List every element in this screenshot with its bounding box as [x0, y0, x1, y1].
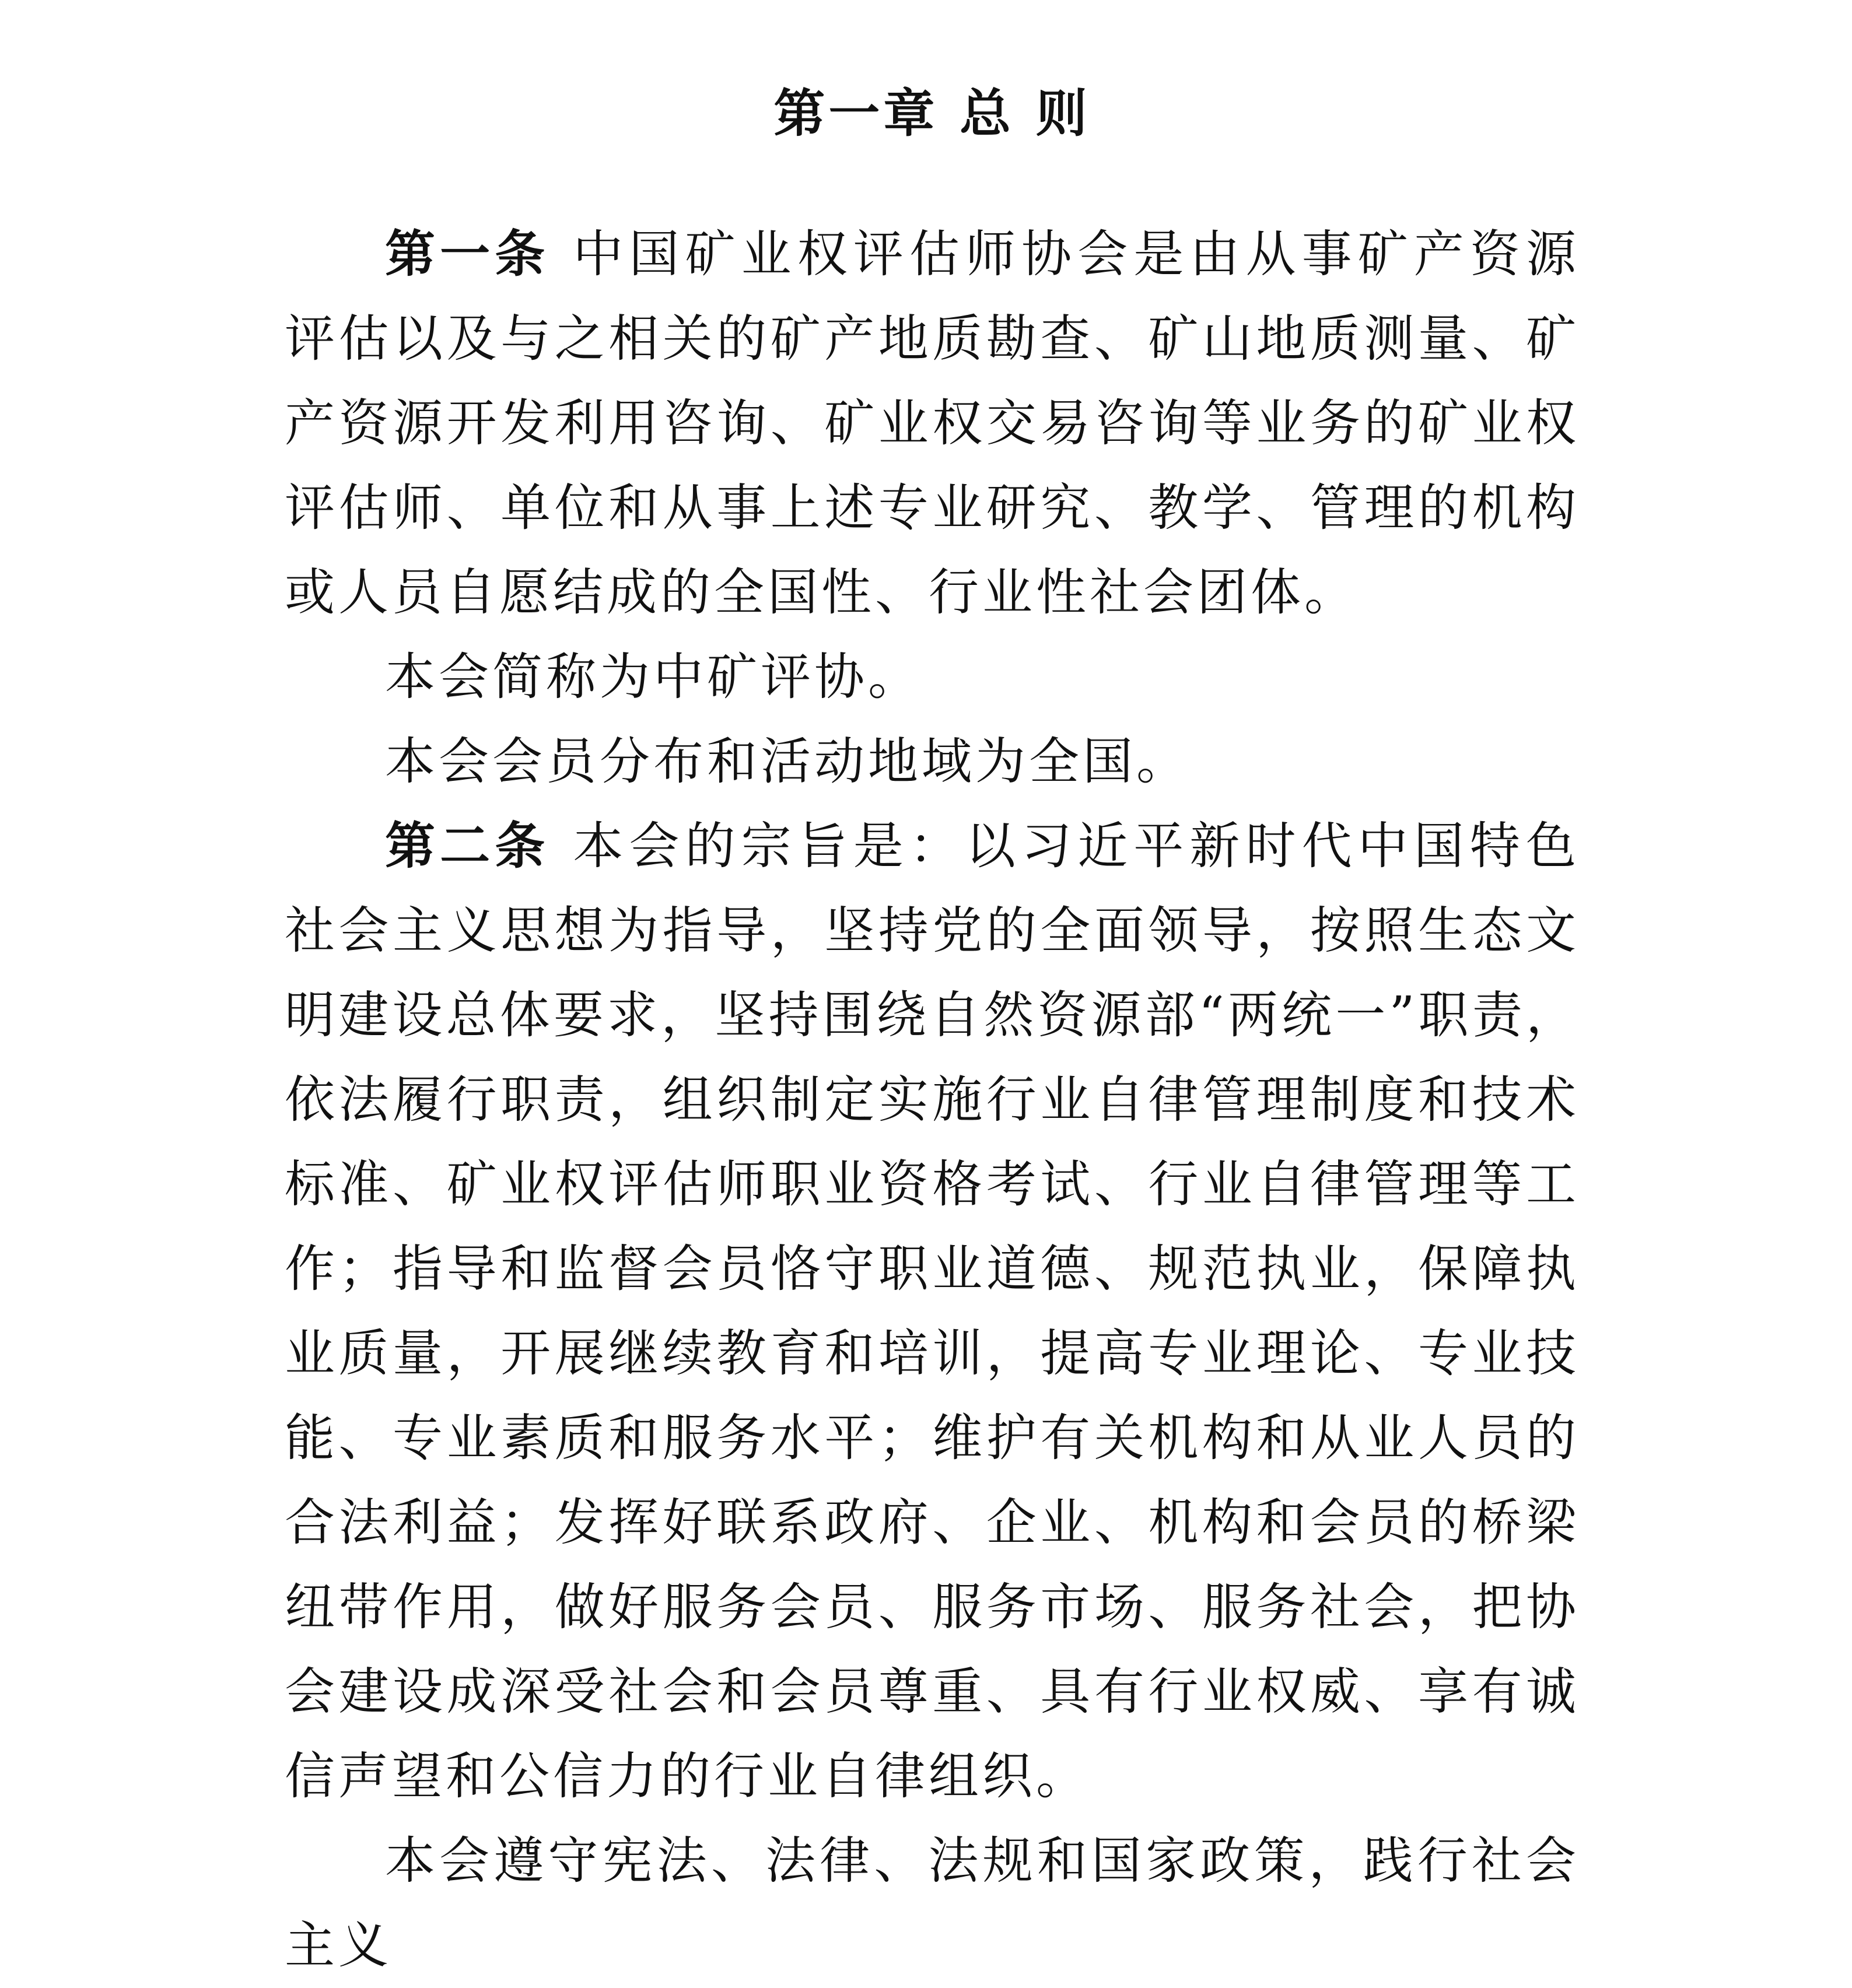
document-body [285, 212, 1580, 1988]
region-paragraph [285, 720, 1580, 804]
paragraph-text: 本会遵守宪法、法律、法规和国家政策，践行社会主义 [285, 1832, 1580, 1975]
article-label: 第一条 [385, 225, 550, 283]
article-text: 中国矿业权评估师协会是由从事矿产资源评估以及与之相关的矿产地质勘查、矿山地质测量、矿产资源开发利用咨询、矿业权交易咨询等业务的矿业权评估师、单位和从事上述专业研究、教学、管理的机构或人员自愿结成的全国性、行业性社会团体。 [285, 225, 1580, 622]
paragraph-text: 本会会员分布和活动地域为全国。 [385, 732, 1190, 791]
article-text: 本会的宗旨是：以习近平新时代中国特色社会主义思想为指导，坚持党的全面领导，按照生态文明建设总体要求，坚持围绕自然资源部“两统一”职责，依法履行职责，组织制定实施行业自律管理制度和技术标准、矿业权评估师职业资格考试、行业自律管理等工作；指导和监督会员恪守职业道德、规范执业，保障执业质量，开展继续教育和培训，提高专业理论、专业技能、专业素质和服务水平；维护有关机构和从业人员的合法利益；发挥好联系政府、企业、机构和会员的桥梁纽带作用，做好服务会员、服务市场、服务社会，把协会建设成深受社会和会员尊重、具有行业权威、享有诚信声望和公信力的行业自律组织。 [285, 817, 1580, 1805]
article-2-paragraph [285, 804, 1580, 1819]
article-label: 第二条 [385, 817, 550, 875]
paragraph-text: 本会简称为中矿评协。 [385, 648, 922, 706]
abbreviation-paragraph [285, 635, 1580, 720]
compliance-paragraph [285, 1819, 1580, 1988]
chapter-title: 第一章 总 则 [773, 83, 1091, 143]
article-1-paragraph [285, 212, 1580, 635]
